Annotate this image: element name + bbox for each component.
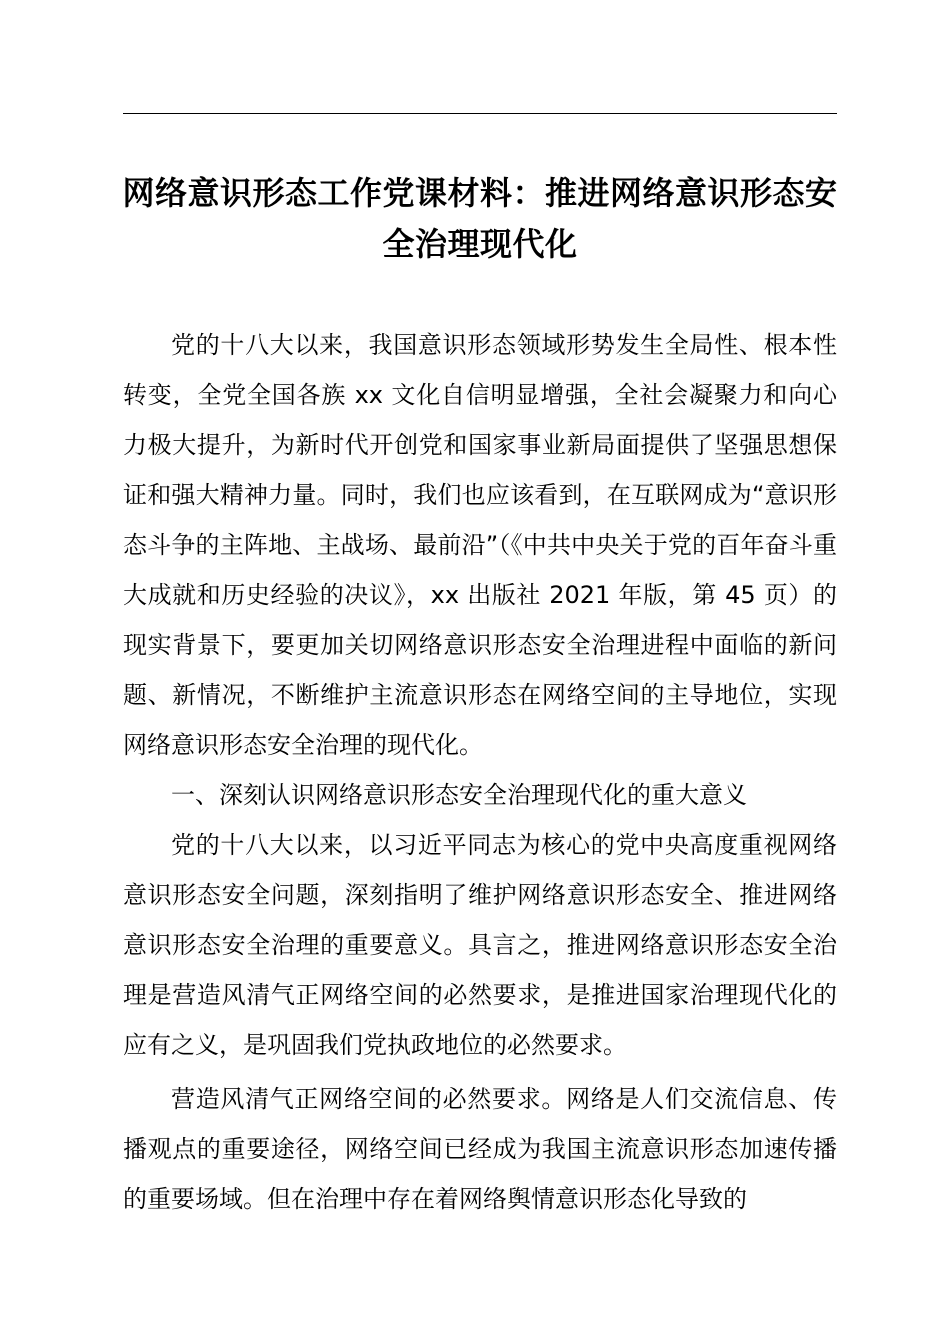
paragraph-subpoint-1: 营造风清气正网络空间的必然要求。网络是人们交流信息、传播观点的重要途径，网络空间已经成为我国主流意识形态加速传播的重要场域。但在治理中存在着网络舆情意识形态化导致的 xyxy=(123,1085,837,1213)
paragraph-section-1: 党的十八大以来，以习近平同志为核心的党中央高度重视网络意识形态安全问题，深刻指明了维护网络意识形态安全、推进网络意识形态安全治理的重要意义。具言之，推进网络意识形态安全治理是营造风清气正网络空间的必然要求，是推进国家治理现代化的应有之义，是巩固我们党执政地位的必然要求。 xyxy=(123,831,837,1059)
section-heading-1: 一、深刻认识网络意识形态安全治理现代化的重大意义 xyxy=(171,781,747,809)
header-rule xyxy=(123,113,837,114)
paragraph-intro: 党的十八大以来，我国意识形态领域形势发生全局性、根本性转变，全党全国各族 xx 文化自信明显增强，全社会凝聚力和向心力极大提升，为新时代开创党和国家事业新局面提供了坚强思想保证和强大精神力量。同时，我们也应该看到，在互联网成为“意识形态斗争的主阵地、主战场、最前沿”（《中共中央关于党的百年奋斗重大成就和历史经验的决议》，xx 出版社 2021 年版，第 45 页）的现实背景下，要更加关切网络意识形态安全治理进程中面临的新问题、新情况，不断维护主流意识形态在网络空间的主导地位，实现网络意识形态安全治理的现代化。 xyxy=(123,331,837,759)
document-body xyxy=(123,320,837,1224)
document-title: 网络意识形态工作党课材料：推进网络意识形态安全治理现代化 xyxy=(122,174,838,263)
